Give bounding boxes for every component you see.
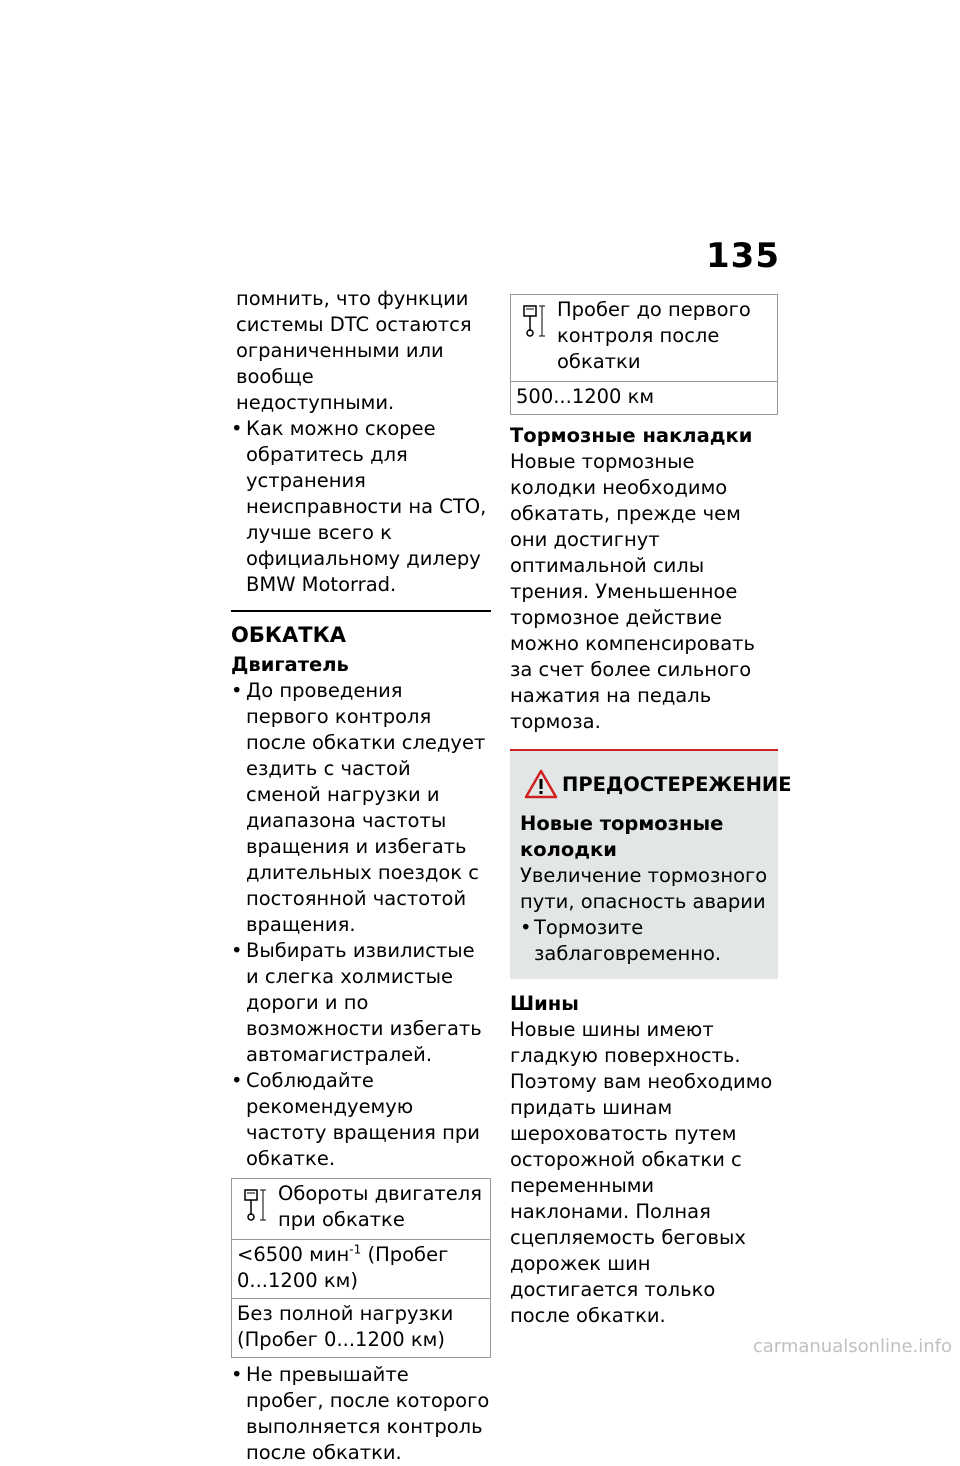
subsection-title: Шины [510, 992, 579, 1015]
footer-watermark: carmanualsonline.info [752, 1336, 952, 1357]
warning-header [520, 765, 792, 809]
engine-piston-icon [241, 1187, 271, 1223]
intro-line: помнить, что функции [236, 287, 469, 310]
spec-value: <6500 мин [237, 1243, 350, 1266]
bullet-text: Выбирать извилистые и слегка холмистые дороги и по возможности избегать автомагистралей. [246, 939, 482, 1066]
bullet-icon: • [231, 1363, 243, 1386]
intro-line: недоступными. [236, 391, 395, 414]
intro-text [231, 286, 491, 416]
spec-title: Пробег до первого контроля после обкатки [557, 298, 751, 373]
spec-table-mileage [510, 294, 778, 415]
bullet-icon: • [231, 1069, 243, 1092]
spec-title: Обороты двигателя при обкатке [278, 1182, 482, 1231]
right-column [510, 294, 792, 1329]
bullet-icon: • [231, 679, 243, 702]
paragraph: Новые тормозные колодки необходимо обкатать, прежде чем они достигнут оптимальной силы трения. Уменьшенное тормозное действие можно компенсировать за счет более сильного нажатия на педаль тормоза. [510, 450, 755, 733]
warning-triangle-icon [524, 769, 558, 799]
list-item [231, 678, 491, 938]
spec-row: 500...1200 км [511, 381, 777, 414]
bullet-icon: • [520, 916, 532, 939]
list-item [231, 1362, 491, 1466]
warning-box [510, 749, 792, 979]
warning-label: ПРЕДОСТЕРЕЖЕНИЕ [562, 773, 792, 796]
bullet-text: Не превышайте пробег, после которого выполняется контроль после обкатки. [246, 1363, 490, 1464]
intro-line: системы DTC остаются [236, 313, 472, 336]
bullet-text: Тормозите заблаговременно. [534, 916, 722, 965]
paragraph: Новые шины имеют гладкую поверхность. Поэтому вам необходимо придать шинам шероховатость путем осторожной обкатки с переменными наклонами. Полная сцепляемость беговых дорожек шин достигается только после обкатки. [510, 1018, 773, 1327]
engine-piston-icon [520, 303, 550, 339]
bullet-icon: • [231, 939, 243, 962]
intro-line: ограниченными или вообще [236, 339, 444, 388]
spec-row [232, 1239, 490, 1298]
left-column [231, 286, 491, 1466]
spec-row: Без полной нагрузки (Пробег 0...1200 км) [232, 1298, 490, 1357]
spec-value-suffix: (Пробег 0...1200 км) [237, 1243, 449, 1292]
spec-superscript: -1 [349, 1242, 362, 1257]
section-title: ОБКАТКА [231, 610, 491, 648]
bullet-icon: • [231, 417, 243, 440]
bullet-text: До проведения первого контроля после обкатки следует ездить с частой сменой нагрузки и диапазона частоты вращения и избегать длительных поездок с постоянной частотой вращения. [246, 679, 486, 936]
warning-text: Увеличение тормозного пути, опасность аварии [520, 864, 768, 913]
warning-title: Новые тормозные колодки [520, 812, 724, 861]
page-number: 135 [706, 236, 780, 276]
spec-header [232, 1179, 490, 1239]
spec-header [511, 295, 777, 381]
list-item [231, 416, 491, 598]
bullet-text: Соблюдайте рекомендуемую частоту вращения при обкатке. [246, 1069, 480, 1170]
subsection-title: Двигатель [231, 653, 349, 676]
subsection-title: Тормозные накладки [510, 424, 753, 447]
bullet-text: Как можно скорее обратитесь для устранения неисправности на СТО, лучше всего к официальному дилеру BMW Motorrad. [246, 417, 487, 596]
list-item [231, 1068, 491, 1172]
spec-table-engine [231, 1178, 491, 1358]
list-item [520, 915, 768, 967]
list-item [231, 938, 491, 1068]
